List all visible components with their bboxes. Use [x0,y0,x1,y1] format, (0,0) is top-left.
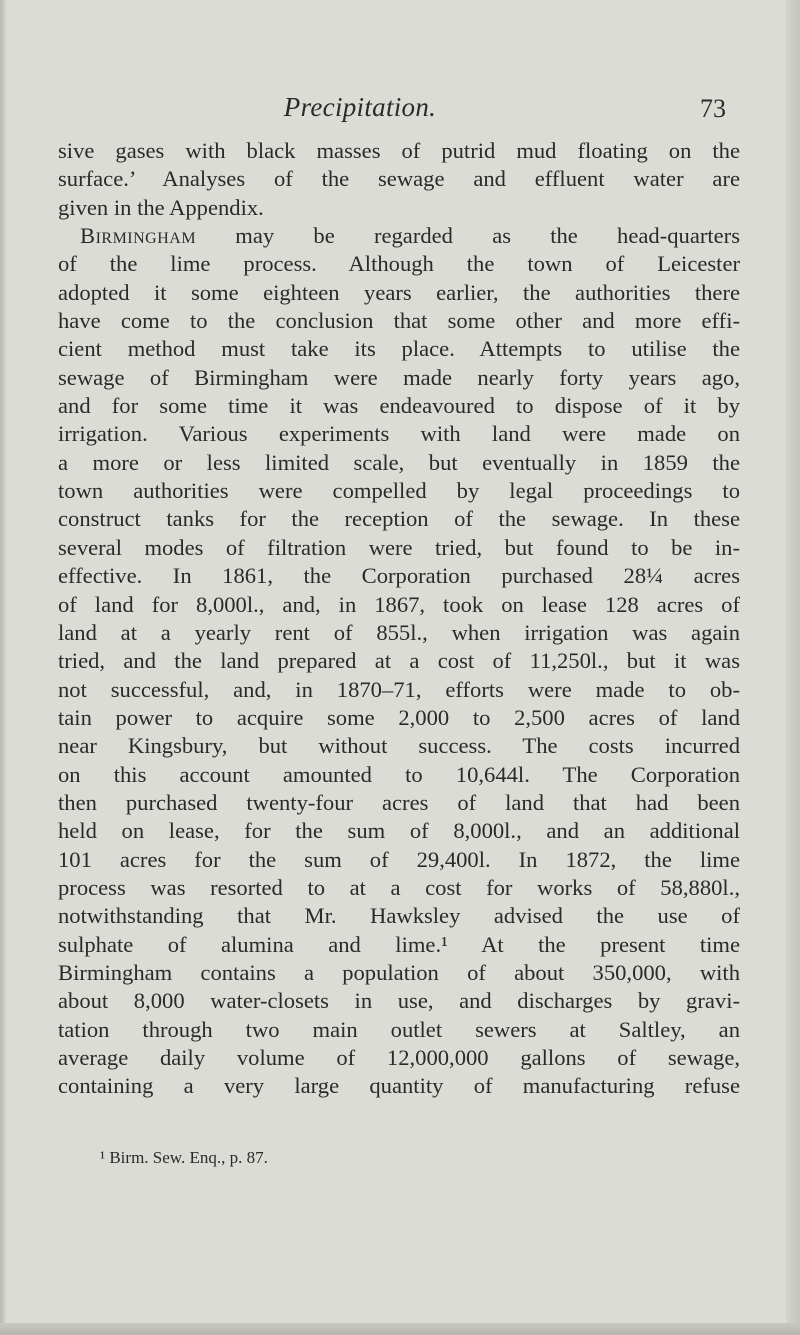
text-line: Birmingham contains a population of about 350,000, with [58,959,740,985]
footnote: ¹ Birm. Sew. Enq., p. 87. [100,1148,268,1167]
text-line: about 8,000 water-closets in use, and discharges by gravi- [58,988,740,1014]
text-line: not successful, and, in 1870–71, efforts were made to ob- [58,676,740,702]
text-line: sive gases with black masses of putrid mud floating on the [58,138,740,163]
text-line: a more or less limited scale, but eventually in 1859 the [58,449,740,475]
text-line: on this account amounted to 10,644l. The Corporation [58,761,740,787]
body-text [58,137,740,1101]
text-line: containing a very large quantity of manufacturing refuse [58,1073,740,1099]
text-line: irrigation. Various experiments with land were made on [58,421,740,447]
text-line: near Kingsbury, but without success. The costs incurred [58,733,740,759]
text-line: average daily volume of 12,000,000 gallons of sewage, [58,1045,740,1070]
text-line: sulphate of alumina and lime.¹ At the present time [58,931,740,957]
page-number: 73 [700,94,726,123]
text-line: then purchased twenty-four acres of land that had been [58,789,740,815]
text-line: tried, and the land prepared at a cost of 11,250l., but it was [58,648,740,674]
text-line: surface.’ Analyses of the sewage and effluent water are [58,166,740,192]
text-line: held on lease, for the sum of 8,000l., and an additional [58,818,740,844]
text-line: sewage of Birmingham were made nearly forty years ago, [58,364,740,390]
text-line: of the lime process. Although the town of Leicester [58,251,740,277]
text-line: cient method must take its place. Attempts to utilise the [58,336,740,362]
text-line: notwithstanding that Mr. Hawksley advised the use of [58,903,740,929]
text-line: effective. In 1861, the Corporation purchased 28¼ acres [58,563,740,589]
text-line: adopted it some eighteen years earlier, the authorities there [58,279,740,305]
page-bottom-edge [0,1323,800,1335]
text-line: land at a yearly rent of 855l., when irrigation was again [58,619,740,645]
text-line: tain power to acquire some 2,000 to 2,500 acres of land [58,704,740,730]
page-right-edge [786,0,800,1335]
text-line: several modes of filtration were tried, but found to be in- [58,534,740,560]
text-line: tation through two main outlet sewers at Saltley, an [58,1016,740,1042]
running-head [0,92,800,132]
text-line: given in the Appendix. [58,194,264,220]
text-line: and for some time it was endeavoured to dispose of it by [58,393,740,419]
page-left-edge [0,0,6,1335]
text-line: of land for 8,000l., and, in 1867, took on lease 128 acres of [58,591,740,617]
text-line: town authorities were compelled by legal proceedings to [58,478,740,504]
text-line-rest: may be regarded as the head-quarters [196,223,740,249]
running-title: Precipitation. [283,92,437,122]
paragraph-lead-word: Birmingham [80,223,197,249]
text-line: construct tanks for the reception of the sewage. In these [58,506,740,532]
text-line: 101 acres for the sum of 29,400l. In 1872, the lime [58,846,740,872]
text-line: process was resorted to at a cost for works of 58,880l., [58,874,740,900]
text-line [58,222,740,250]
text-line: have come to the conclusion that some other and more effi- [58,308,740,334]
